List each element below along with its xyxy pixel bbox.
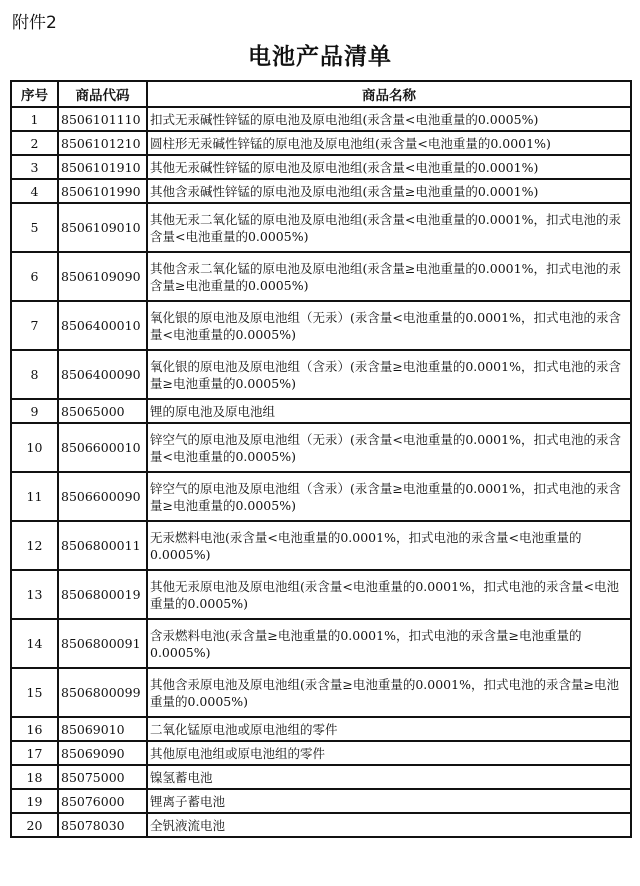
table-row — [11, 107, 631, 131]
table-row — [11, 741, 631, 765]
product-name: 锂的原电池及原电池组 — [147, 399, 631, 423]
product-code: 8506101910 — [58, 155, 147, 179]
serial-no: 20 — [11, 813, 58, 837]
table-row — [11, 155, 631, 179]
serial-no: 7 — [11, 301, 58, 350]
product-code: 85069010 — [58, 717, 147, 741]
product-name: 全钒液流电池 — [147, 813, 631, 837]
product-name: 锌空气的原电池及原电池组（无汞）(汞含量<电池重量的0.0001%，扣式电池的汞含量<电池重量的0.0005%) — [147, 423, 631, 472]
product-code: 8506400090 — [58, 350, 147, 399]
table-row — [11, 765, 631, 789]
serial-no: 11 — [11, 472, 58, 521]
product-name: 其他含汞碱性锌锰的原电池及原电池组(汞含量≥电池重量的0.0001%) — [147, 179, 631, 203]
table-row — [11, 570, 631, 619]
serial-no: 19 — [11, 789, 58, 813]
table-row — [11, 813, 631, 837]
table-row — [11, 179, 631, 203]
serial-no: 10 — [11, 423, 58, 472]
table-row — [11, 472, 631, 521]
product-code: 85065000 — [58, 399, 147, 423]
serial-no: 14 — [11, 619, 58, 668]
product-code: 8506600090 — [58, 472, 147, 521]
attachment-label: 附件2 — [12, 13, 57, 33]
page-title: 电池产品清单 — [248, 43, 392, 70]
serial-no: 16 — [11, 717, 58, 741]
product-name: 扣式无汞碱性锌锰的原电池及原电池组(汞含量<电池重量的0.0005%) — [147, 107, 631, 131]
table-row — [11, 717, 631, 741]
table-row — [11, 203, 631, 252]
product-code: 8506109090 — [58, 252, 147, 301]
header-serial-no: 序号 — [11, 81, 58, 107]
product-code: 8506101110 — [58, 107, 147, 131]
product-code: 8506800011 — [58, 521, 147, 570]
product-code: 85075000 — [58, 765, 147, 789]
serial-no: 6 — [11, 252, 58, 301]
product-name: 锌空气的原电池及原电池组（含汞）(汞含量≥电池重量的0.0001%，扣式电池的汞含量≥电池重量的0.0005%) — [147, 472, 631, 521]
serial-no: 4 — [11, 179, 58, 203]
table-row — [11, 399, 631, 423]
table-row — [11, 423, 631, 472]
product-code: 8506800019 — [58, 570, 147, 619]
table-row — [11, 619, 631, 668]
product-name: 其他无汞碱性锌锰的原电池及原电池组(汞含量<电池重量的0.0001%) — [147, 155, 631, 179]
product-name: 锂离子蓄电池 — [147, 789, 631, 813]
serial-no: 2 — [11, 131, 58, 155]
serial-no: 12 — [11, 521, 58, 570]
product-name: 圆柱形无汞碱性锌锰的原电池及原电池组(汞含量<电池重量的0.0001%) — [147, 131, 631, 155]
product-code: 8506800091 — [58, 619, 147, 668]
serial-no: 18 — [11, 765, 58, 789]
product-name: 其他无汞原电池及原电池组(汞含量<电池重量的0.0001%，扣式电池的汞含量<电池重量的0.0005%) — [147, 570, 631, 619]
table-row — [11, 521, 631, 570]
serial-no: 3 — [11, 155, 58, 179]
serial-no: 5 — [11, 203, 58, 252]
product-name: 其他含汞二氧化锰的原电池及原电池组(汞含量≥电池重量的0.0001%，扣式电池的汞含量≥电池重量的0.0005%) — [147, 252, 631, 301]
product-name: 氧化银的原电池及原电池组（含汞）(汞含量≥电池重量的0.0001%，扣式电池的汞含量≥电池重量的0.0005%) — [147, 350, 631, 399]
serial-no: 1 — [11, 107, 58, 131]
product-code: 8506800099 — [58, 668, 147, 717]
table-row — [11, 789, 631, 813]
product-name: 其他含汞原电池及原电池组(汞含量≥电池重量的0.0001%，扣式电池的汞含量≥电池重量的0.0005%) — [147, 668, 631, 717]
table-row — [11, 350, 631, 399]
product-name: 其他无汞二氧化锰的原电池及原电池组(汞含量<电池重量的0.0001%，扣式电池的汞含量<电池重量的0.0005%) — [147, 203, 631, 252]
product-code: 8506101210 — [58, 131, 147, 155]
battery-product-table — [10, 80, 632, 838]
product-name: 镍氢蓄电池 — [147, 765, 631, 789]
product-name: 二氧化锰原电池或原电池组的零件 — [147, 717, 631, 741]
table-row — [11, 668, 631, 717]
table-row — [11, 301, 631, 350]
serial-no: 8 — [11, 350, 58, 399]
product-code: 85078030 — [58, 813, 147, 837]
product-code: 8506600010 — [58, 423, 147, 472]
table-header-row — [11, 81, 631, 107]
product-code: 8506109010 — [58, 203, 147, 252]
table-row — [11, 252, 631, 301]
product-code: 8506101990 — [58, 179, 147, 203]
product-code: 85076000 — [58, 789, 147, 813]
serial-no: 13 — [11, 570, 58, 619]
serial-no: 15 — [11, 668, 58, 717]
product-name: 无汞燃料电池(汞含量<电池重量的0.0001%，扣式电池的汞含量<电池重量的0.0005%) — [147, 521, 631, 570]
product-code: 85069090 — [58, 741, 147, 765]
header-product-name: 商品名称 — [147, 81, 631, 107]
product-name: 含汞燃料电池(汞含量≥电池重量的0.0001%，扣式电池的汞含量≥电池重量的0.0005%) — [147, 619, 631, 668]
header-product-code: 商品代码 — [58, 81, 147, 107]
product-code: 8506400010 — [58, 301, 147, 350]
product-name: 氧化银的原电池及原电池组（无汞）(汞含量<电池重量的0.0001%，扣式电池的汞含量<电池重量的0.0005%) — [147, 301, 631, 350]
serial-no: 9 — [11, 399, 58, 423]
product-name: 其他原电池组或原电池组的零件 — [147, 741, 631, 765]
table-row — [11, 131, 631, 155]
serial-no: 17 — [11, 741, 58, 765]
